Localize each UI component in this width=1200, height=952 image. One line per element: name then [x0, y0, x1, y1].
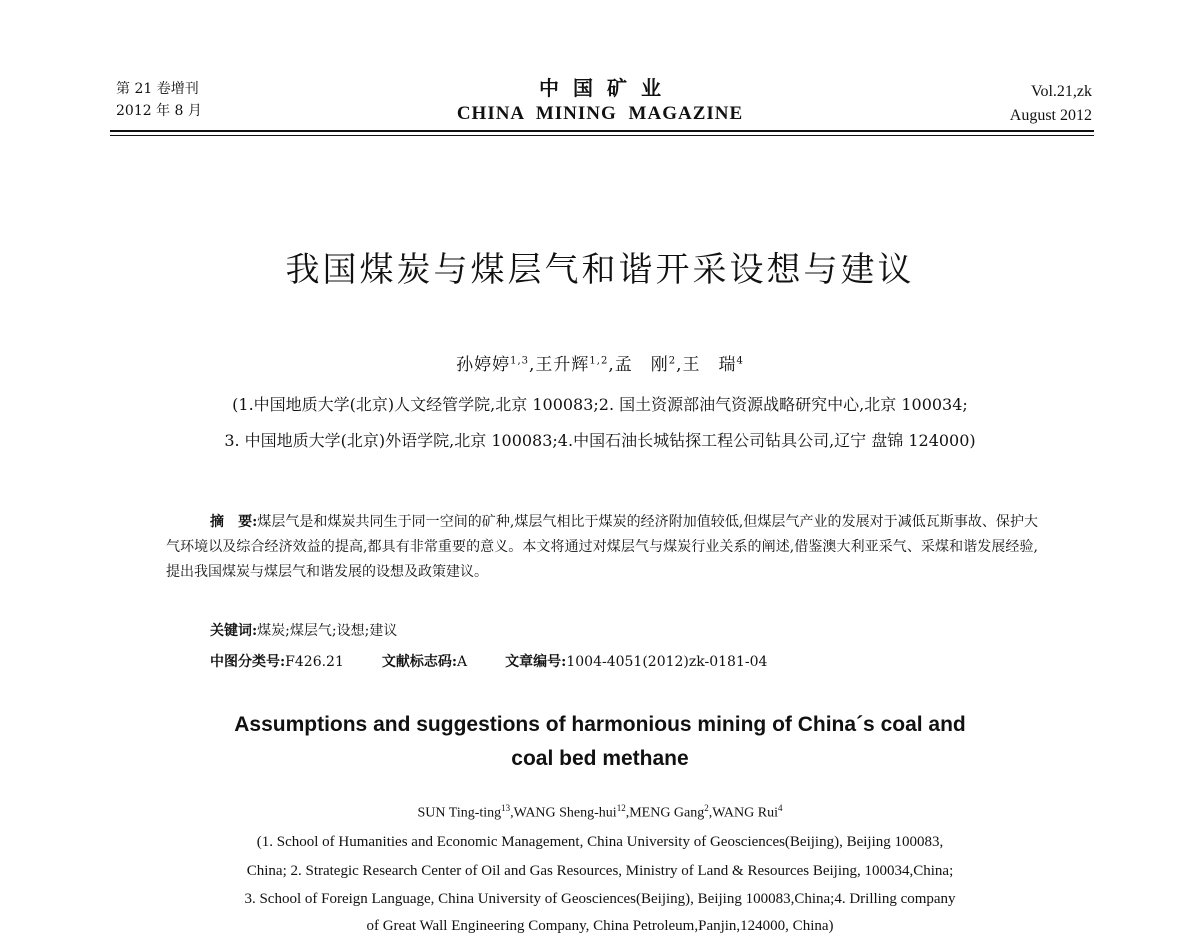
author-list-en: SUN Ting-ting$^{13}$,WANG Sheng-hui$^{12}$,MENG Gang$^2$,WANG Rui$^4$ [417, 803, 783, 821]
keywords-label: 关键词: [210, 623, 258, 639]
author-affil-mark: 1,2 [589, 355, 609, 367]
abstract-text: 煤层气是和煤炭共同生于同一空间的矿种,煤层气相比于煤炭的经济附加值较低,但煤层气产业的发展对于减低瓦斯事故、保护大气环境以及综合经济效益的提高,都具有非常重要的意义。本文将通过对煤层气与煤炭行业关系的阐述,借鉴澳大利亚采气、采煤和谐发展经验,提出我国煤炭与煤层气和谐发展的设想及政策建议。 [166, 514, 1038, 580]
keywords-text: 煤炭;煤层气;设想;建议 [257, 623, 398, 639]
author-affil-mark: 2 [704, 803, 709, 813]
author-affil-mark: 4 [736, 355, 744, 367]
clc-label: 中图分类号: [210, 654, 286, 670]
paper-title-en-line: Assumptions and suggestions of harmonious mining of China´s coal and [234, 713, 966, 736]
journal-name-en: CHINA MINING MAGAZINE [456, 103, 744, 124]
doc-code-label: 文献标志码: [381, 654, 458, 670]
affiliation-en-line: (1. School of Humanities and Economic Management, China University of Geosciences(Beijing), Beijing 100083, [256, 834, 944, 850]
volume-info [1010, 80, 1092, 128]
abstract-cn [166, 510, 1038, 585]
affiliation-en-line: of Great Wall Engineering Company, China Petroleum,Panjin,124000, China) [366, 918, 834, 934]
clc-value: F426.21 [285, 654, 344, 670]
paper-title-cn: 我国煤炭与煤层气和谐开采设想与建议 [285, 250, 915, 290]
author-name: 孙婷婷 [456, 355, 511, 375]
author-affil-mark: 4 [777, 803, 783, 813]
author-affil-mark: 13 [501, 803, 511, 813]
paper-title-en-line: coal bed methane [511, 747, 689, 770]
volume-number: Vol.21,zk [1030, 83, 1092, 100]
author-name: WANG Rui [712, 805, 778, 821]
abstract-label: 摘 要: [210, 514, 258, 530]
volume-date: August 2012 [1009, 107, 1092, 124]
author-name: 孟 刚 [614, 355, 669, 375]
journal-name-cn: 中国矿业 [539, 76, 675, 100]
header-rule [110, 130, 1094, 132]
author-affil-mark: 12 [616, 803, 626, 813]
issue-volume: 第 21 卷增刊 [116, 81, 199, 97]
doc-code-value: A [457, 654, 468, 670]
author-name: 王升辉 [535, 355, 590, 375]
keywords [210, 620, 397, 640]
author-affil-mark: 2 [668, 355, 677, 367]
affiliation-en-line: 3. School of Foreign Language, China University of Geosciences(Beijing), Beijing 100083,China;4. Drilling company [244, 891, 956, 907]
author-list-cn: 孙婷婷$^{1,3}$,王升辉$^{1,2}$,孟 刚$^2$,王 瑞$^4$ [456, 355, 744, 375]
author-affil-mark: 1,3 [510, 355, 530, 367]
article-number-label: 文章编号: [505, 654, 567, 670]
paper-title-en [0, 708, 1200, 776]
author-name: WANG Sheng-hui [513, 805, 617, 821]
affiliation-en-line: China; 2. Strategic Research Center of Oil and Gas Resources, Ministry of Land & Resources Beijing, 100034,China; [246, 863, 954, 879]
classification-line [210, 651, 767, 671]
affiliation-cn-line: 3. 中国地质大学(北京)外语学院,北京 100083;4.中国石油长城钻探工程公司钻具公司,辽宁 盘锦 124000) [224, 431, 976, 450]
article-number-value: 1004-4051(2012)zk-0181-04 [566, 654, 768, 670]
author-name: SUN Ting-ting [417, 805, 502, 821]
affiliation-cn-line: (1.中国地质大学(北京)人文经管学院,北京 100083;2. 国土资源部油气资源战略研究中心,北京 100034; [232, 395, 968, 414]
author-name: 王 瑞 [682, 355, 737, 375]
issue-date: 2012 年 8 月 [116, 103, 202, 119]
author-name: MENG Gang [629, 805, 705, 821]
header-rule-thin [110, 135, 1094, 136]
